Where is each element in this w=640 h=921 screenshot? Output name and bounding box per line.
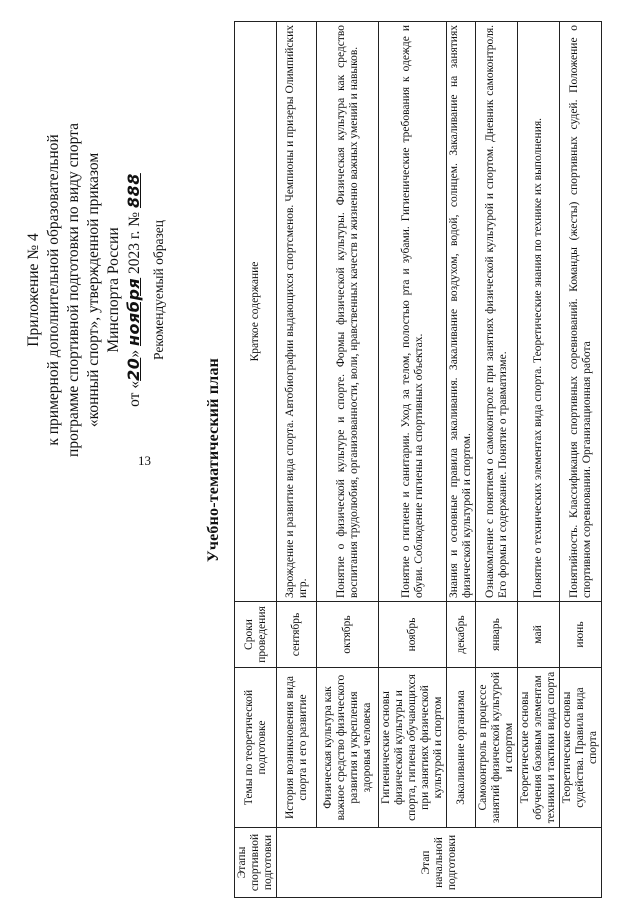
- term-cell: декабрь: [447, 602, 476, 668]
- header-topic: Темы по теоретической подготовке: [235, 668, 277, 828]
- content-cell: Понятие о технических элементах вида спорта. Теоретические знания по технике их выполнения.: [518, 22, 560, 602]
- topic-cell: Теоретические основы обучения базовым элементам техники и тактики вида спорта: [518, 668, 560, 828]
- rotated-page-content: [0, 20, 640, 900]
- table-row: [379, 22, 447, 898]
- table-row: [518, 22, 560, 898]
- topic-cell: История возникновения вида спорта и его развитие: [277, 668, 317, 828]
- date-year: 2023 г. №: [126, 211, 143, 274]
- term-cell: ноябрь: [379, 602, 447, 668]
- appendix-line-2: к примерной дополнительной образовательной: [45, 134, 62, 446]
- content-cell: Понятие о гигиене и санитарии. Уход за телом, полостью рта и зубами. Гигиенические требования к одежде и обуви. Соблюдение гигиены на спортивных объектах.: [379, 22, 447, 602]
- handwritten-day: 20: [124, 357, 143, 381]
- table-row: [277, 22, 317, 898]
- table-row: [476, 22, 518, 898]
- recommended-sample-label: Рекомендуемый образец: [151, 220, 166, 361]
- handwritten-order-number: 888: [124, 173, 143, 209]
- page-number: 13: [138, 453, 151, 468]
- date-mid: »: [126, 349, 143, 358]
- table-row: [560, 22, 602, 898]
- topic-cell: Физическая культура как важное средство физического развития и укрепления здоровья человека: [317, 668, 379, 828]
- header-stage: Этапы спортивной подготовки: [235, 828, 277, 898]
- topic-cell: Гигиенические основы физической культуры и спорта, гигиена обучающихся при занятиях физической культурой и спортом: [379, 668, 447, 828]
- content-cell: Ознакомление с понятием о самоконтроле при занятиях физической культурой и спортом. Дневник самоконтроля. Его формы и содержание. Понятие о травматизме.: [476, 22, 518, 602]
- topic-cell: Самоконтроль в процессе занятий физической культурой и спортом: [476, 668, 518, 828]
- appendix-line-4: «конный спорт», утвержденной приказом: [85, 152, 102, 428]
- appendix-number: Приложение № 4: [25, 233, 42, 347]
- table-row: [317, 22, 379, 898]
- content-cell: Зарождение и развитие вида спорта. Автобиографии выдающихся спортсменов. Чемпионы и призеры Олимпийских игр.: [277, 22, 317, 602]
- term-cell: январь: [476, 602, 518, 668]
- content-cell: Понятие о физической культуре и спорте. Формы физической культуры. Физическая культура как средство воспитания трудолюбия, организованности, воли, нравственных качеств и жизненно важных умений и навыков.: [317, 22, 379, 602]
- header-content: Краткое содержание: [235, 22, 277, 602]
- thematic-plan-table: [234, 21, 602, 898]
- stage-cell: Этап начальной подготовки: [277, 828, 602, 898]
- topic-cell: Теоретические основы судейства. Правила вида спорта: [560, 668, 602, 828]
- topic-cell: Закаливание организма: [447, 668, 476, 828]
- term-cell: сентябрь: [277, 602, 317, 668]
- term-cell: октябрь: [317, 602, 379, 668]
- content-cell: Понятийность. Классификация спортивных соревнований. Команды (жесты) спортивных судей. Положение о спортивном соревновании. Организационная работа: [560, 22, 602, 602]
- term-cell: май: [518, 602, 560, 668]
- handwritten-month: ноября: [124, 277, 143, 347]
- appendix-header: [24, 50, 169, 530]
- table-header-row: [235, 22, 277, 898]
- plan-title: Учебно-тематический план: [205, 357, 222, 563]
- appendix-line-5: Минспорта России: [105, 227, 122, 353]
- content-cell: Знания и основные правила закаливания. Закаливание воздухом, водой, солнцем. Закаливание на занятиях физической культурой и спортом.: [447, 22, 476, 602]
- table-row: [447, 22, 476, 898]
- header-term: Сроки проведения: [235, 602, 277, 668]
- term-cell: июнь: [560, 602, 602, 668]
- order-date-line: [124, 50, 145, 530]
- appendix-line-3: программе спортивной подготовки по виду спорта: [65, 123, 82, 457]
- date-prefix: от «: [126, 380, 143, 407]
